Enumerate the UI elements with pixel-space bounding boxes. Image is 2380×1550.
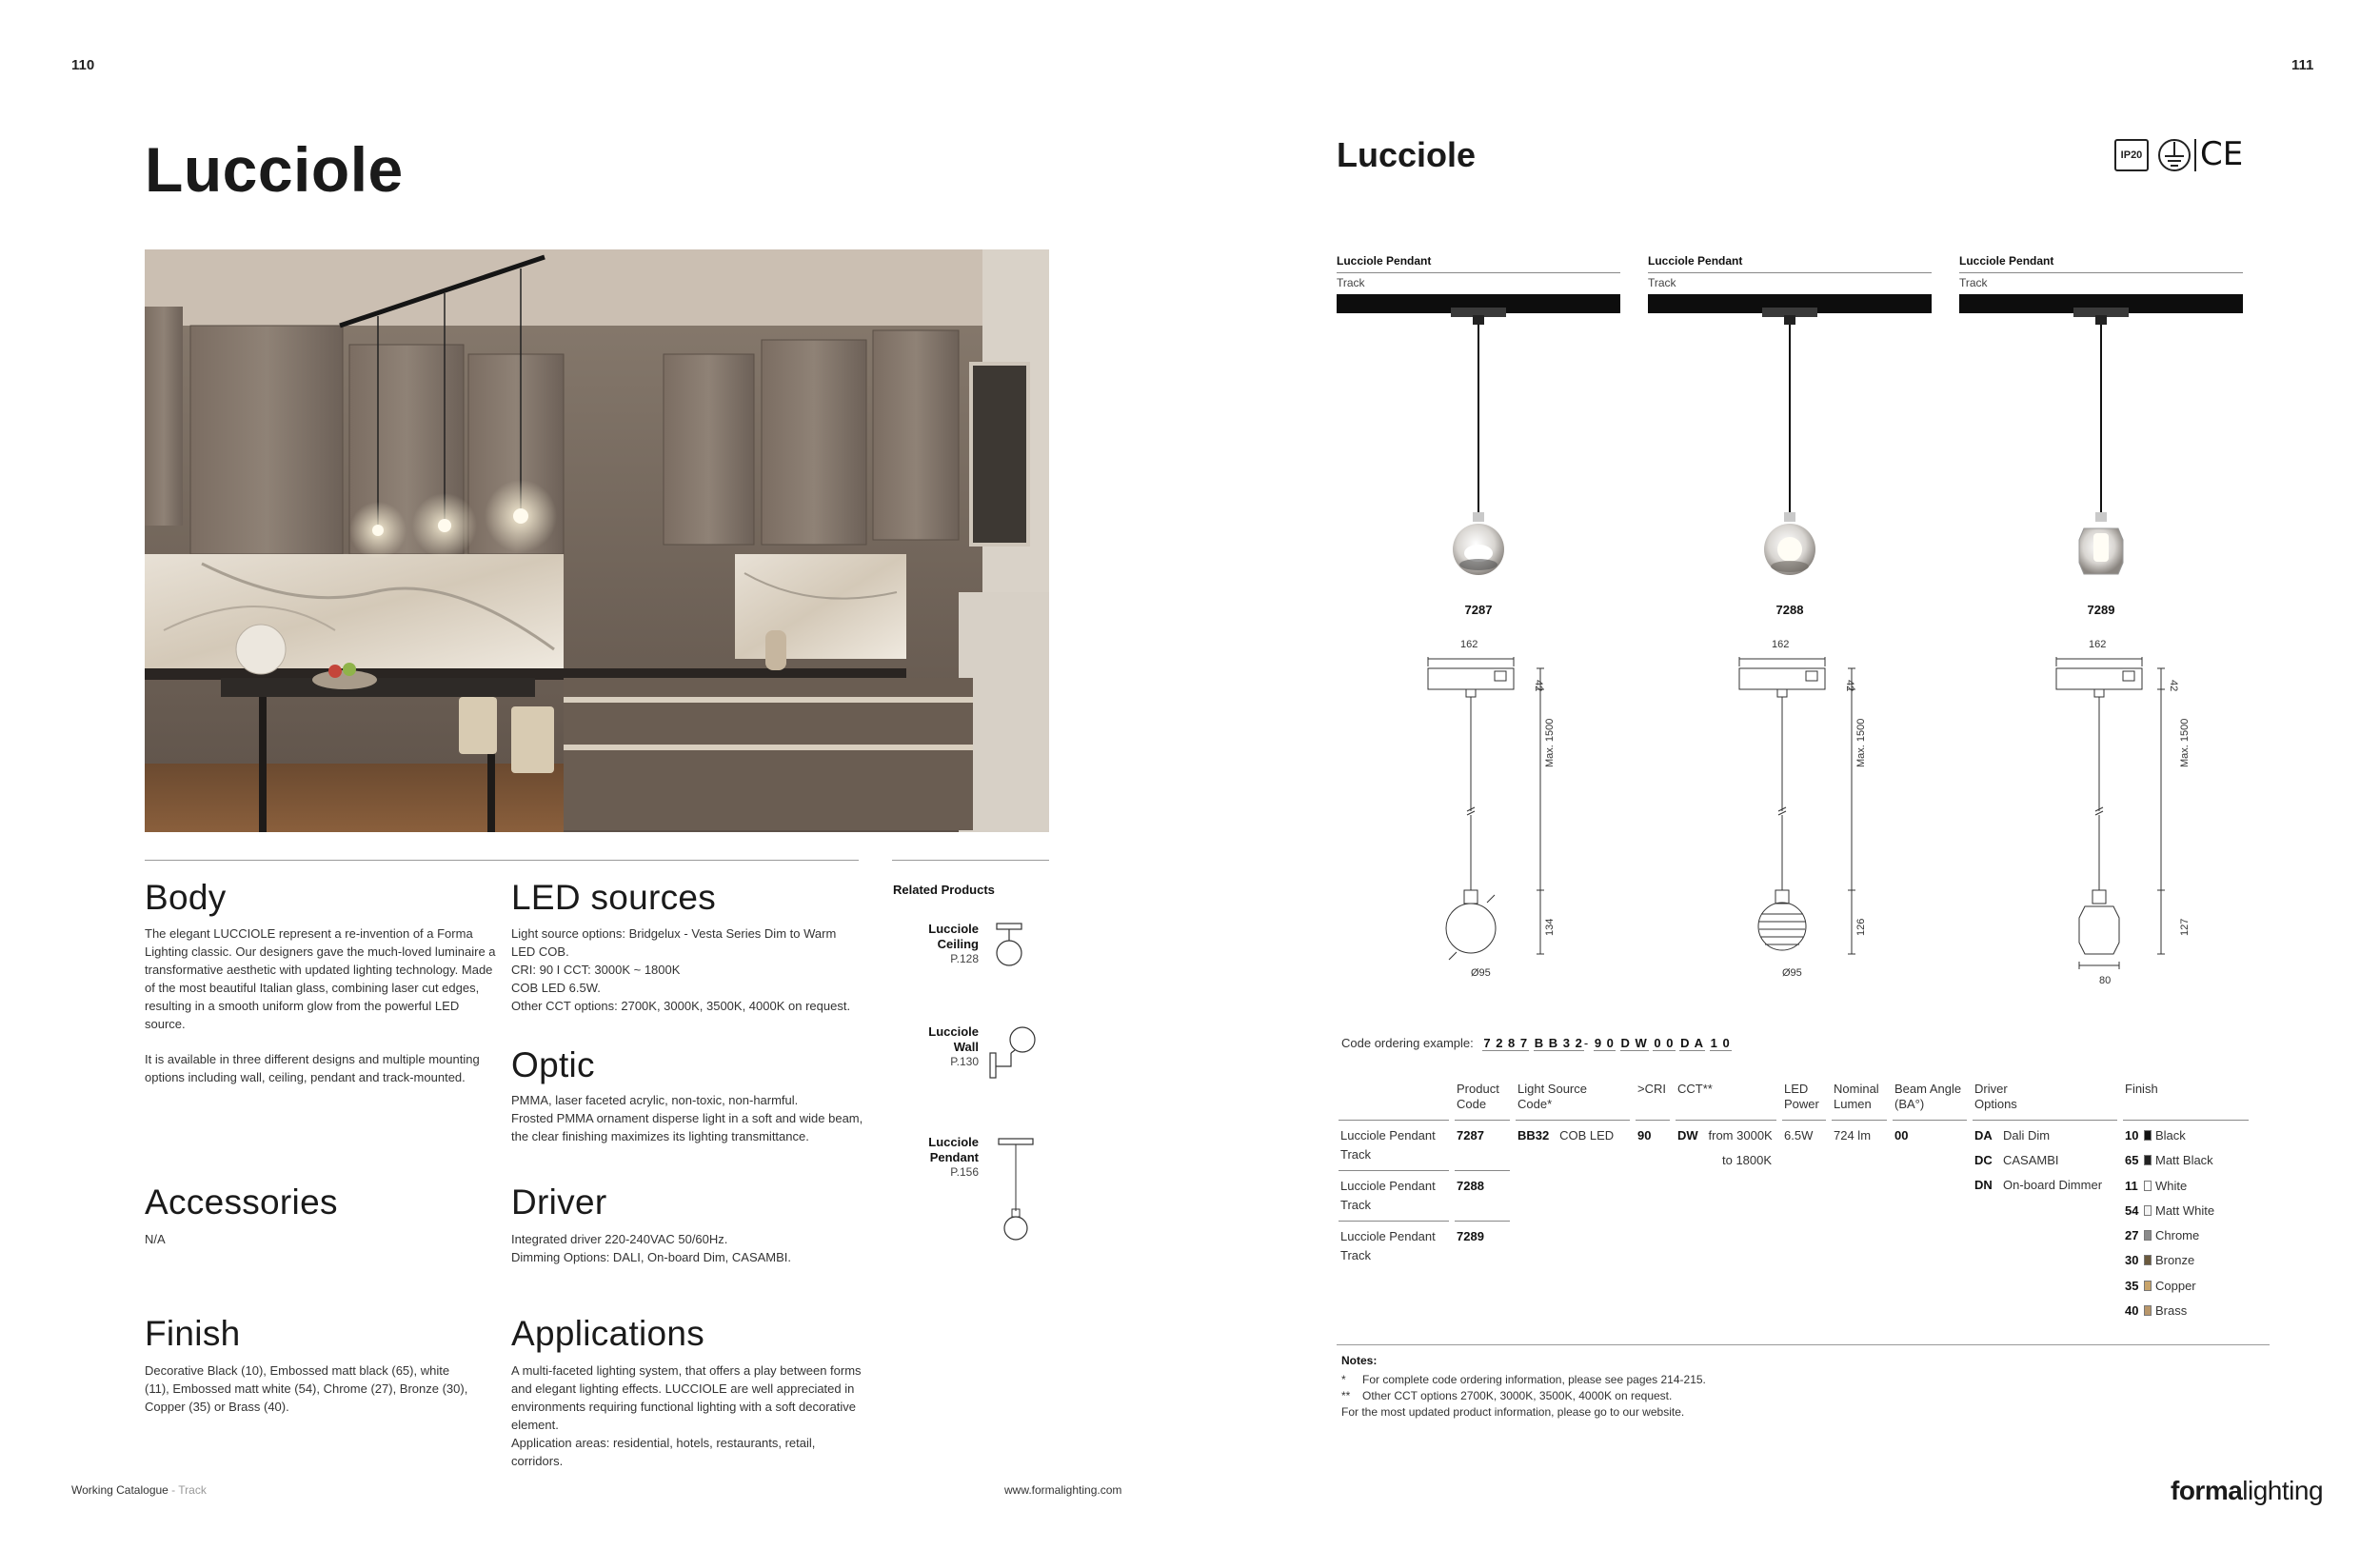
finish-option xyxy=(2125,1248,2247,1273)
ce-mark: CE xyxy=(2200,135,2244,173)
header-line: Power xyxy=(1784,1097,1819,1111)
header-line: Product xyxy=(1457,1082,1499,1096)
brand-logo xyxy=(2171,1476,2323,1506)
related-product-name: Lucciole xyxy=(928,1135,979,1149)
finish-swatch xyxy=(2144,1205,2152,1216)
driver-option xyxy=(1974,1123,2115,1148)
driver-line: Integrated driver 220-240VAC 50/60Hz. xyxy=(511,1232,728,1246)
related-product-name: Wall xyxy=(953,1040,979,1054)
finish-label: Copper xyxy=(2155,1278,2196,1293)
finish-label: Black xyxy=(2155,1128,2186,1143)
dimension-head-height: 134 xyxy=(1544,918,1556,936)
header-line: Code* xyxy=(1517,1097,1553,1111)
note-text: Other CCT options 2700K, 3000K, 3500K, 4000K on request. xyxy=(1362,1389,1673,1402)
code-separator: - xyxy=(1583,1036,1590,1050)
cct-line: from 3000K xyxy=(1708,1128,1773,1143)
product-renders xyxy=(1337,290,2243,614)
note-line xyxy=(1341,1388,2255,1404)
product-column-title: Lucciole Pendant xyxy=(1648,254,1743,268)
led-line: Light source options: Bridgelux - Vesta Series Dim to Warm LED COB. xyxy=(511,926,837,959)
led-line: COB LED 6.5W. xyxy=(511,981,601,995)
body-text xyxy=(145,924,497,1086)
code-example-value xyxy=(1482,1036,1731,1050)
accessories-heading: Accessories xyxy=(145,1182,338,1222)
code-group: D A xyxy=(1680,1036,1705,1050)
dimension-max-length: Max. 1500 xyxy=(1855,718,1867,767)
header-line: Beam Angle xyxy=(1894,1082,1962,1096)
driver-option xyxy=(1974,1148,2115,1173)
dimension-width: 162 xyxy=(1772,639,1790,650)
logo-part-forma: forma xyxy=(2171,1476,2243,1505)
notes xyxy=(1341,1353,2255,1421)
finish-code: 27 xyxy=(2125,1228,2139,1243)
header-line: Code xyxy=(1457,1097,1487,1111)
header-light-source xyxy=(1516,1082,1630,1121)
finish-swatch xyxy=(2144,1281,2152,1291)
dimension-height: 42 xyxy=(1533,680,1544,692)
driver-label: On-board Dimmer xyxy=(2003,1178,2103,1192)
light-source-cell xyxy=(1516,1121,1630,1323)
divider xyxy=(145,860,859,861)
header-product-code xyxy=(1455,1082,1510,1121)
header-line: Driver xyxy=(1974,1082,2008,1096)
related-product-name: Lucciole xyxy=(928,1024,979,1039)
notes-title: Notes: xyxy=(1341,1354,1378,1367)
dimension-width: 162 xyxy=(2089,639,2107,650)
dimension-head-height: 127 xyxy=(2179,918,2191,936)
nominal-lumen-cell: 724 lm xyxy=(1834,1128,1872,1143)
product-column-subtitle: Track xyxy=(1648,276,1676,289)
ordering-table xyxy=(1333,1082,2254,1323)
product-name-cell xyxy=(1339,1171,1449,1222)
divider xyxy=(1648,272,1932,273)
technical-drawing-7288 xyxy=(1739,657,1855,954)
ip20-badge: IP20 xyxy=(2114,139,2149,171)
divider xyxy=(1959,272,2243,273)
finish-swatch xyxy=(2144,1130,2152,1141)
product-code: 7289 xyxy=(1457,1229,1484,1243)
note-line xyxy=(1341,1372,2255,1388)
header-line: Nominal xyxy=(1834,1082,1879,1096)
page-number-left: 110 xyxy=(71,57,95,73)
cri-cell: 90 xyxy=(1637,1128,1652,1143)
product-column-7288 xyxy=(1648,254,1932,289)
note-text: For the most updated product information, please go to our website. xyxy=(1341,1405,1685,1419)
cct-line: to 1800K xyxy=(1722,1153,1773,1167)
code-group: 9 0 xyxy=(1594,1036,1615,1050)
header-led-power xyxy=(1782,1082,1826,1121)
dimension-diameter: Ø95 xyxy=(1471,967,1491,979)
product-column-subtitle: Track xyxy=(1337,276,1365,289)
technical-drawings xyxy=(1399,657,2256,990)
footer-website-link[interactable]: www.formalighting.com xyxy=(1004,1483,1122,1497)
related-product-name: Ceiling xyxy=(937,937,979,951)
finish-code: 10 xyxy=(2125,1128,2139,1143)
finish-swatch xyxy=(2144,1230,2152,1241)
code-group: 7 2 8 7 xyxy=(1483,1036,1529,1050)
technical-drawing-7287 xyxy=(1428,657,1544,960)
table-row xyxy=(1339,1121,2249,1323)
note-text: For complete code ordering information, please see pages 214-215. xyxy=(1362,1373,1706,1386)
driver-label: Dali Dim xyxy=(2003,1128,2051,1143)
code-group: 1 0 xyxy=(1710,1036,1731,1050)
header-cri: >CRI xyxy=(1636,1082,1670,1121)
header-line: (BA°) xyxy=(1894,1097,1925,1111)
product-code: 7288 xyxy=(1455,1171,1510,1222)
driver-text xyxy=(511,1230,863,1266)
finish-swatch xyxy=(2144,1181,2152,1191)
led-sources-heading: LED sources xyxy=(511,878,717,917)
code-group: 0 0 xyxy=(1654,1036,1675,1050)
finish-option xyxy=(2125,1199,2247,1223)
applications-heading: Applications xyxy=(511,1314,705,1353)
finish-code: 40 xyxy=(2125,1303,2139,1319)
finish-label: Brass xyxy=(2155,1303,2188,1319)
product-column-7289 xyxy=(1959,254,2243,289)
code-group: D W xyxy=(1620,1036,1648,1050)
product-column-7287 xyxy=(1337,254,1620,289)
light-source-code: BB32 xyxy=(1517,1128,1550,1143)
pendant-render-7288 xyxy=(1648,294,1932,575)
driver-options-cell xyxy=(1973,1121,2117,1323)
body-paragraph-1: The elegant LUCCIOLE represent a re-invention of a Forma Lighting classic. Our designers gave the much-loved luminaire a transformative aesthetic with updated lighting technology. Made of the most beautiful Italian glass, combining laser cut edges, resulting in a smooth uniform glow from the powerful LED source. xyxy=(145,926,496,1031)
header-driver-options xyxy=(1973,1082,2117,1121)
finish-swatch xyxy=(2144,1255,2152,1265)
technical-drawing-7289 xyxy=(2056,657,2165,969)
dimension-head-height: 126 xyxy=(1855,918,1867,936)
cct-cell xyxy=(1676,1121,1776,1323)
pendant-lamp-icon xyxy=(995,1137,1037,1242)
product-code-cell xyxy=(1455,1121,1510,1323)
related-product-ceiling[interactable] xyxy=(893,922,979,965)
header-line: LED xyxy=(1784,1082,1809,1096)
product-name-line: Track xyxy=(1340,1248,1372,1262)
header-beam-angle xyxy=(1893,1082,1967,1121)
note-marker: ** xyxy=(1341,1389,1351,1402)
page-title-right: Lucciole xyxy=(1337,135,1477,174)
header-line: Options xyxy=(1974,1097,2017,1111)
header-finish: Finish xyxy=(2123,1082,2249,1121)
finish-cell xyxy=(2123,1121,2249,1323)
related-product-pendant[interactable] xyxy=(893,1135,979,1179)
product-name-line: Track xyxy=(1340,1147,1372,1162)
related-product-page: P.130 xyxy=(950,1055,979,1068)
finish-swatch xyxy=(2144,1305,2152,1316)
product-code-label: 7287 xyxy=(1464,603,1493,617)
note-marker: * xyxy=(1341,1373,1346,1386)
led-line: CRI: 90 I CCT: 3000K ~ 1800K xyxy=(511,963,681,977)
header-cct: CCT** xyxy=(1676,1082,1776,1121)
finish-label: Matt White xyxy=(2155,1202,2215,1218)
optic-line: Frosted PMMA ornament disperse light in a soft and wide beam, the clear finishing maximizes its lighting transmittance. xyxy=(511,1111,863,1143)
product-code-label: 7288 xyxy=(1775,603,1804,617)
code-example-label: Code ordering example: xyxy=(1341,1036,1474,1050)
product-name-line: Lucciole Pendant xyxy=(1340,1229,1436,1243)
product-name-line: Lucciole Pendant xyxy=(1340,1179,1436,1193)
logo-part-lighting: lighting xyxy=(2242,1476,2324,1505)
product-column-title: Lucciole Pendant xyxy=(1337,254,1432,268)
footer-catalogue xyxy=(71,1483,207,1497)
kitchen-photo xyxy=(145,249,1049,832)
finish-option xyxy=(2125,1299,2247,1323)
header-line: Lumen xyxy=(1834,1097,1872,1111)
optic-text xyxy=(511,1091,863,1145)
divider xyxy=(1337,1344,2270,1345)
code-ordering-example xyxy=(1341,1036,1732,1050)
wall-lamp-icon xyxy=(988,1024,1038,1082)
finish-code: 54 xyxy=(2125,1202,2139,1218)
header-product xyxy=(1339,1082,1449,1121)
finish-swatch xyxy=(2144,1155,2152,1165)
product-column-title: Lucciole Pendant xyxy=(1959,254,2054,268)
finish-heading: Finish xyxy=(145,1314,241,1353)
optic-heading: Optic xyxy=(511,1045,595,1084)
related-products-heading: Related Products xyxy=(893,883,995,897)
finish-label: White xyxy=(2155,1178,2188,1193)
driver-line: Dimming Options: DALI, On-board Dim, CASAMBI. xyxy=(511,1250,792,1264)
dimension-max-length: Max. 1500 xyxy=(2179,718,2191,767)
product-name-line: Track xyxy=(1340,1198,1372,1212)
product-name-cell xyxy=(1339,1121,1449,1171)
led-sources-text xyxy=(511,924,863,1015)
applications-line: Application areas: residential, hotels, restaurants, retail, corridors. xyxy=(511,1436,816,1468)
product-code-label: 7289 xyxy=(2087,603,2115,617)
dimension-diameter: Ø95 xyxy=(1782,967,1802,979)
finish-label: Chrome xyxy=(2155,1228,2200,1243)
pendant-render-7289 xyxy=(1959,294,2243,574)
header-line: Light Source xyxy=(1517,1082,1587,1096)
header-nominal-lumen xyxy=(1832,1082,1887,1121)
finish-code: 35 xyxy=(2125,1278,2139,1293)
finish-label: Bronze xyxy=(2155,1253,2195,1268)
accessories-text: N/A xyxy=(145,1232,166,1246)
driver-code: DA xyxy=(1974,1128,1993,1143)
dimension-height: 42 xyxy=(2168,680,2179,692)
finish-text: Decorative Black (10), Embossed matt black (65), white (11), Embossed matt white (54), Chrome (27), Bronze (30), Copper (35) or Brass (40). xyxy=(145,1363,468,1414)
body-paragraph-2: It is available in three different designs and multiple mounting options including wall, ceiling, pendant and track-mounted. xyxy=(145,1052,480,1084)
related-product-page: P.128 xyxy=(950,952,979,965)
finish-option xyxy=(2125,1123,2247,1148)
related-product-wall[interactable] xyxy=(893,1024,979,1068)
page-title-left: Lucciole xyxy=(145,134,404,205)
finish-option xyxy=(2125,1223,2247,1248)
driver-option xyxy=(1974,1173,2115,1198)
driver-heading: Driver xyxy=(511,1182,607,1222)
driver-label: CASAMBI xyxy=(2003,1153,2059,1167)
finish-code: 11 xyxy=(2125,1178,2138,1193)
optic-line: PMMA, laser faceted acrylic, non-toxic, non-harmful. xyxy=(511,1093,799,1107)
footer-catalogue-label: Working Catalogue xyxy=(71,1483,169,1497)
finish-code: 30 xyxy=(2125,1253,2139,1268)
dimension-width: 162 xyxy=(1460,639,1478,650)
product-name-cell xyxy=(1339,1222,1449,1271)
finish-option xyxy=(2125,1148,2247,1173)
dimension-height: 42 xyxy=(1844,680,1855,692)
product-cell xyxy=(1339,1121,1449,1323)
led-line: Other CCT options: 2700K, 3000K, 3500K, 4000K on request. xyxy=(511,999,851,1013)
product-code: 7287 xyxy=(1455,1121,1510,1171)
related-product-page: P.156 xyxy=(950,1165,979,1179)
led-power-cell: 6.5W xyxy=(1784,1128,1814,1143)
divider xyxy=(1337,272,1620,273)
table-header-row xyxy=(1339,1082,2249,1121)
finish-label: Matt Black xyxy=(2155,1153,2213,1168)
footer-section: Track xyxy=(178,1483,207,1497)
code-group: B B 3 2 xyxy=(1534,1036,1583,1050)
kitchen-photo-illustration xyxy=(145,249,1049,832)
finish-option xyxy=(2125,1274,2247,1299)
ceiling-lamp-icon xyxy=(990,922,1028,971)
applications-text xyxy=(511,1361,863,1470)
dimension-diameter: 80 xyxy=(2099,975,2112,986)
product-name-line: Lucciole Pendant xyxy=(1340,1128,1436,1143)
finish-option xyxy=(2125,1174,2247,1199)
badge-divider xyxy=(2194,139,2196,171)
finish-code: 65 xyxy=(2125,1153,2139,1168)
ground-symbol-icon xyxy=(2155,137,2193,173)
cct-code: DW xyxy=(1677,1128,1698,1143)
dimension-max-length: Max. 1500 xyxy=(1544,718,1556,767)
product-column-subtitle: Track xyxy=(1959,276,1988,289)
page-number-right: 111 xyxy=(2291,57,2314,73)
driver-code: DC xyxy=(1974,1153,1993,1167)
body-heading: Body xyxy=(145,878,227,917)
pendant-render-7287 xyxy=(1337,294,1620,575)
footer-separator: - xyxy=(168,1483,179,1497)
applications-line: A multi-faceted lighting system, that offers a play between forms and elegant lighting effects. LUCCIOLE are well appreciated in environments requiring functional lighting with a soft decorative element. xyxy=(511,1363,862,1432)
driver-code: DN xyxy=(1974,1178,1993,1192)
light-source-desc: COB LED xyxy=(1559,1128,1615,1143)
related-product-name: Pendant xyxy=(929,1150,979,1164)
related-product-name: Lucciole xyxy=(928,922,979,936)
beam-angle-cell: 00 xyxy=(1894,1128,1909,1143)
divider xyxy=(892,860,1049,861)
